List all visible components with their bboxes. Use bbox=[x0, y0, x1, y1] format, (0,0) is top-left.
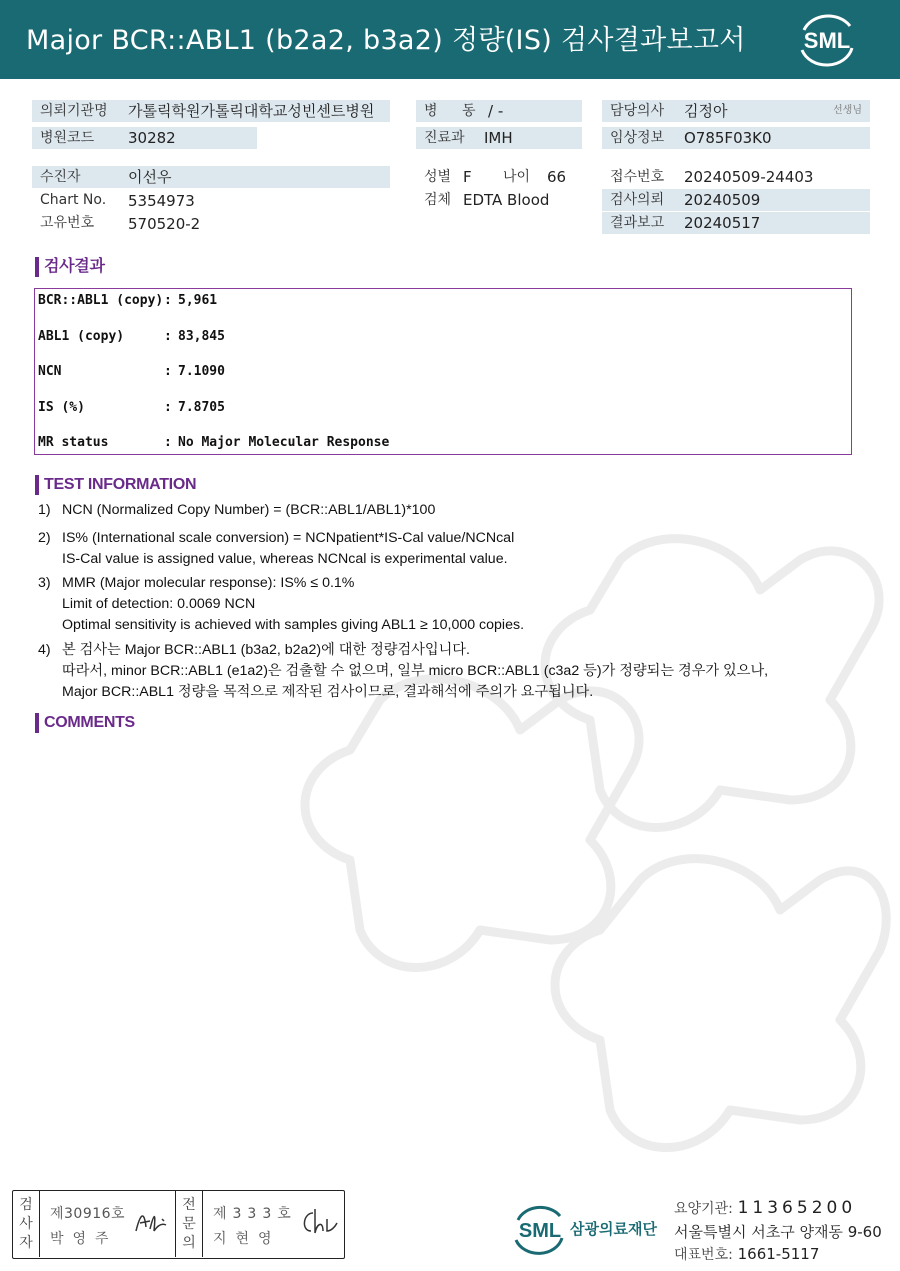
phone-label: 대표번호: bbox=[674, 1247, 733, 1263]
institution-code-value: 11365200 bbox=[737, 1198, 857, 1218]
specialist-col bbox=[203, 1191, 343, 1257]
specialist-label-col bbox=[176, 1191, 203, 1257]
examiner-label-char: 사 bbox=[19, 1216, 33, 1232]
ward-value: / - bbox=[488, 102, 504, 120]
request-date-label: 검사의뢰 bbox=[610, 192, 665, 208]
institution-code-label: 요양기관: bbox=[674, 1201, 733, 1217]
examiner-signature-icon bbox=[132, 1205, 172, 1237]
ward-field bbox=[416, 100, 582, 122]
report-date-value: 20240517 bbox=[684, 214, 761, 232]
chart-no-label: Chart No. bbox=[40, 192, 107, 208]
receipt-no-label: 접수번호 bbox=[610, 169, 665, 185]
patient-value: 이선우 bbox=[128, 168, 172, 186]
result-value: No Major Molecular Response bbox=[178, 435, 390, 450]
doctor-label: 담당의사 bbox=[610, 103, 665, 119]
specimen-value: EDTA Blood bbox=[463, 191, 550, 209]
institution-label: 의뢰기관명 bbox=[40, 103, 108, 119]
result-separator: : bbox=[164, 293, 172, 308]
examiner-label-col bbox=[13, 1191, 40, 1257]
patient-label: 수진자 bbox=[40, 169, 81, 185]
test-information-title: TEST INFORMATION bbox=[35, 475, 196, 495]
info-line: 따라서, minor BCR::ABL1 (e1a2)은 검출할 수 없으며, 일부 micro BCR::ABL1 (c3a2 등)가 정량되는 경우가 있으나, bbox=[62, 663, 769, 679]
info-number: 2) bbox=[38, 530, 51, 546]
phone-value: 1661-5117 bbox=[737, 1245, 820, 1263]
doctor-suffix: 선생님 bbox=[833, 105, 862, 116]
result-separator: : bbox=[164, 435, 172, 450]
footer-address: 서울특별시 서초구 양재동 9-60 bbox=[674, 1223, 882, 1241]
hospital-code-field bbox=[32, 127, 257, 149]
footer-org-name: 삼광의료재단 bbox=[570, 1220, 657, 1238]
id-no-value: 570520-2 bbox=[128, 215, 201, 233]
svg-text:SML: SML bbox=[518, 1220, 562, 1242]
sex-label: 성별 bbox=[424, 169, 452, 185]
chart-no-value: 5354973 bbox=[128, 192, 195, 210]
hospital-code-value: 30282 bbox=[128, 129, 176, 147]
department-label: 진료과 bbox=[424, 130, 465, 146]
specimen-label: 검체 bbox=[424, 192, 452, 208]
specialist-name: 지현영 bbox=[213, 1231, 281, 1247]
footer-institution-code bbox=[674, 1198, 856, 1218]
result-key: MR status bbox=[38, 435, 109, 450]
info-line: MMR (Major molecular response): IS% ≤ 0.1% bbox=[62, 575, 355, 591]
examiner-label-char: 자 bbox=[19, 1235, 33, 1251]
result-separator: : bbox=[164, 364, 172, 379]
specialist-label-char: 전 bbox=[182, 1197, 196, 1213]
examiner-name: 박영주 bbox=[50, 1231, 118, 1247]
info-number: 4) bbox=[38, 642, 51, 658]
results-box bbox=[34, 288, 852, 455]
result-separator: : bbox=[164, 329, 172, 344]
info-line: Major BCR::ABL1 정량을 목적으로 제작된 검사이므로, 결과해석에 주의가 요구됩니다. bbox=[62, 684, 594, 700]
sml-logo-icon bbox=[794, 10, 860, 68]
info-line: IS% (International scale conversion) = NCNpatient*IS-Cal value/NCNcal bbox=[62, 530, 515, 546]
result-value: 7.8705 bbox=[178, 400, 225, 415]
age-value: 66 bbox=[547, 168, 567, 186]
footer-phone bbox=[674, 1244, 819, 1264]
info-line: NCN (Normalized Copy Number) = (BCR::ABL1/ABL1)*100 bbox=[62, 502, 436, 518]
ward-label: 병 동 bbox=[424, 103, 486, 119]
result-value: 5,961 bbox=[178, 293, 218, 308]
results-section-title: 검사결과 bbox=[35, 257, 105, 277]
doctor-value: 김정아 bbox=[684, 102, 728, 120]
institution-field bbox=[32, 100, 390, 122]
department-field bbox=[416, 127, 582, 149]
clinical-info-field bbox=[602, 127, 870, 149]
footer-sml-logo-icon bbox=[510, 1200, 570, 1258]
id-no-label: 고유번호 bbox=[40, 215, 95, 231]
result-key: ABL1 (copy) bbox=[38, 329, 125, 344]
clinical-info-value: O785F03K0 bbox=[684, 129, 772, 147]
info-line: 본 검사는 Major BCR::ABL1 (b3a2, b2a2)에 대한 정량검사입니다. bbox=[62, 642, 470, 658]
patient-field bbox=[32, 166, 390, 188]
report-title: Major BCR::ABL1 (b2a2, b3a2) 정량(IS) 검사결과보고서 bbox=[26, 25, 746, 56]
info-number: 3) bbox=[38, 575, 51, 591]
specialist-label-char: 의 bbox=[182, 1235, 196, 1251]
report-date-label: 결과보고 bbox=[610, 215, 665, 231]
clinical-info-label: 임상정보 bbox=[610, 130, 665, 146]
info-line: Limit of detection: 0.0069 NCN bbox=[62, 596, 256, 612]
info-line: IS-Cal value is assigned value, whereas NCNcal is experimental value. bbox=[62, 551, 508, 567]
result-value: 7.1090 bbox=[178, 364, 225, 379]
request-date-value: 20240509 bbox=[684, 191, 761, 209]
result-key: BCR::ABL1 (copy) bbox=[38, 293, 164, 308]
sex-value: F bbox=[463, 168, 472, 186]
examiner-label-char: 검 bbox=[19, 1197, 33, 1213]
result-separator: : bbox=[164, 400, 172, 415]
department-value: IMH bbox=[484, 129, 513, 147]
result-key: NCN bbox=[38, 364, 62, 379]
report-header bbox=[0, 0, 900, 79]
examiner-col bbox=[40, 1191, 176, 1257]
comments-title: COMMENTS bbox=[35, 713, 135, 733]
info-line: Optimal sensitivity is achieved with samples giving ABL1 ≥ 10,000 copies. bbox=[62, 617, 525, 633]
specialist-signature-icon bbox=[297, 1205, 339, 1237]
result-value: 83,845 bbox=[178, 329, 225, 344]
report-date-field bbox=[602, 212, 870, 234]
hospital-code-label: 병원코드 bbox=[40, 130, 95, 146]
receipt-no-value: 20240509-24403 bbox=[684, 168, 814, 186]
specialist-label-char: 문 bbox=[182, 1216, 196, 1232]
signature-box bbox=[12, 1190, 345, 1259]
institution-value: 가톨릭학원가톨릭대학교성빈센트병원 bbox=[128, 102, 375, 120]
result-key: IS (%) bbox=[38, 400, 85, 415]
request-date-field bbox=[602, 189, 870, 211]
info-number: 1) bbox=[38, 502, 51, 518]
age-label: 나이 bbox=[503, 169, 531, 185]
doctor-field bbox=[602, 100, 870, 122]
specialist-license: 제333호 bbox=[213, 1206, 297, 1222]
svg-text:SML: SML bbox=[803, 28, 851, 53]
examiner-license: 제30916호 bbox=[50, 1206, 126, 1222]
